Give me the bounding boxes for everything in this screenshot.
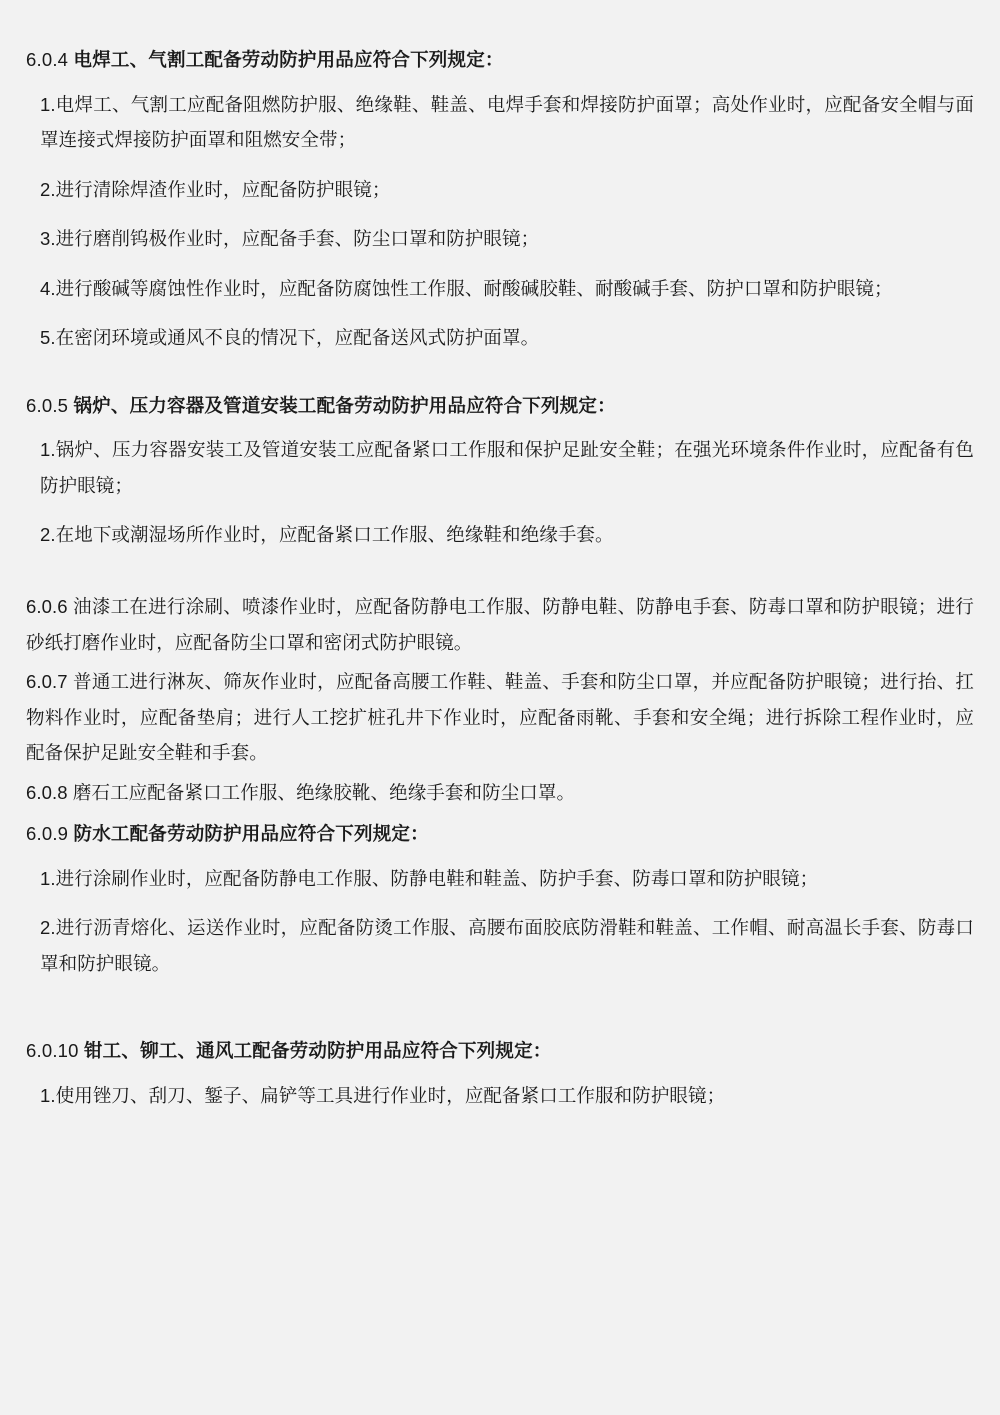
list-item: 2.进行沥青熔化、运送作业时，应配备防烫工作服、高腰布面胶底防滑鞋和鞋盖、工作帽、耐高温长手套、防毒口罩和防护眼镜。 xyxy=(40,917,974,974)
list-item: 1.使用锉刀、刮刀、錾子、扁铲等工具进行作业时，应配备紧口工作服和防护眼镜； xyxy=(40,1084,726,1106)
paragraph-spacer xyxy=(26,810,974,820)
clause-6-0-9 xyxy=(26,820,974,981)
clause-item-list xyxy=(26,432,974,553)
clause-item-list xyxy=(26,87,974,356)
clause-number: 6.0.4 xyxy=(26,49,69,70)
clause-item-list xyxy=(26,1078,974,1114)
clause-6-0-8 xyxy=(26,775,974,811)
clause-heading xyxy=(26,46,974,75)
clause-paragraph: 6.0.7 普通工进行淋灰、筛灰作业时，应配备高腰工作鞋、鞋盖、手套和防尘口罩，并应配备防护眼镜；进行抬、扛物料作业时，应配备垫肩；进行人工挖扩桩孔井下作业时，应配备雨靴、手套和安全绳；进行拆除工程作业时，应配备保护足趾安全鞋和手套。 xyxy=(26,671,974,764)
section-spacer xyxy=(26,362,974,392)
clause-heading xyxy=(26,820,974,849)
list-item: 1.进行涂刷作业时，应配备防静电工作服、防静电鞋和鞋盖、防护手套、防毒口罩和防护眼镜； xyxy=(40,867,819,889)
clause-number: 6.0.9 xyxy=(26,823,69,845)
clause-number: 6.0.5 xyxy=(26,394,69,416)
list-item: 4.进行酸碱等腐蚀性作业时，应配备防腐蚀性工作服、耐酸碱胶鞋、耐酸碱手套、防护口罩和防护眼镜； xyxy=(40,277,893,299)
list-item: 1.电焊工、气割工应配备阻燃防护服、绝缘鞋、鞋盖、电焊手套和焊接防护面罩；高处作业时，应配备安全帽与面罩连接式焊接防护面罩和阻燃安全带； xyxy=(40,93,974,151)
section-spacer xyxy=(26,987,974,1017)
list-item: 5.在密闭环境或通风不良的情况下，应配备送风式防护面罩。 xyxy=(40,327,540,349)
clause-6-0-7 xyxy=(26,664,974,771)
clause-heading-text: 钳工、铆工、通风工配备劳动防护用品应符合下列规定： xyxy=(83,1040,552,1062)
clause-6-0-10 xyxy=(26,1037,974,1113)
list-item: 3.进行磨削钨极作业时，应配备手套、防尘口罩和防护眼镜； xyxy=(40,228,540,250)
clause-heading-text: 锅炉、压力容器及管道安装工配备劳动防护用品应符合下列规定： xyxy=(73,394,616,416)
clause-heading xyxy=(26,392,974,421)
clause-heading-text: 电焊工、气割工配备劳动防护用品应符合下列规定： xyxy=(73,49,504,70)
clause-number: 6.0.10 xyxy=(26,1040,79,1062)
clause-item-list xyxy=(26,861,974,982)
clause-paragraph: 6.0.8 磨石工应配备紧口工作服、绝缘胶靴、绝缘手套和防尘口罩。 xyxy=(26,781,576,803)
list-item: 2.进行清除焊渣作业时，应配备防护眼镜； xyxy=(40,178,391,200)
clause-paragraph: 6.0.6 油漆工在进行涂刷、喷漆作业时，应配备防静电工作服、防静电鞋、防静电手套、防毒口罩和防护眼镜；进行砂纸打磨作业时，应配备防尘口罩和密闭式防护眼镜。 xyxy=(26,595,974,653)
clause-heading xyxy=(26,1037,974,1066)
clause-6-0-4 xyxy=(26,46,974,356)
list-item: 1.锅炉、压力容器安装工及管道安装工应配备紧口工作服和保护足趾安全鞋；在强光环境条件作业时，应配备有色防护眼镜； xyxy=(40,439,974,496)
section-spacer xyxy=(26,1017,974,1037)
section-spacer xyxy=(26,559,974,589)
clause-6-0-5 xyxy=(26,392,974,553)
clause-heading-text: 防水工配备劳动防护用品应符合下列规定： xyxy=(73,823,429,845)
clause-6-0-6 xyxy=(26,589,974,660)
list-item: 2.在地下或潮湿场所作业时，应配备紧口工作服、绝缘鞋和绝缘手套。 xyxy=(40,524,614,546)
